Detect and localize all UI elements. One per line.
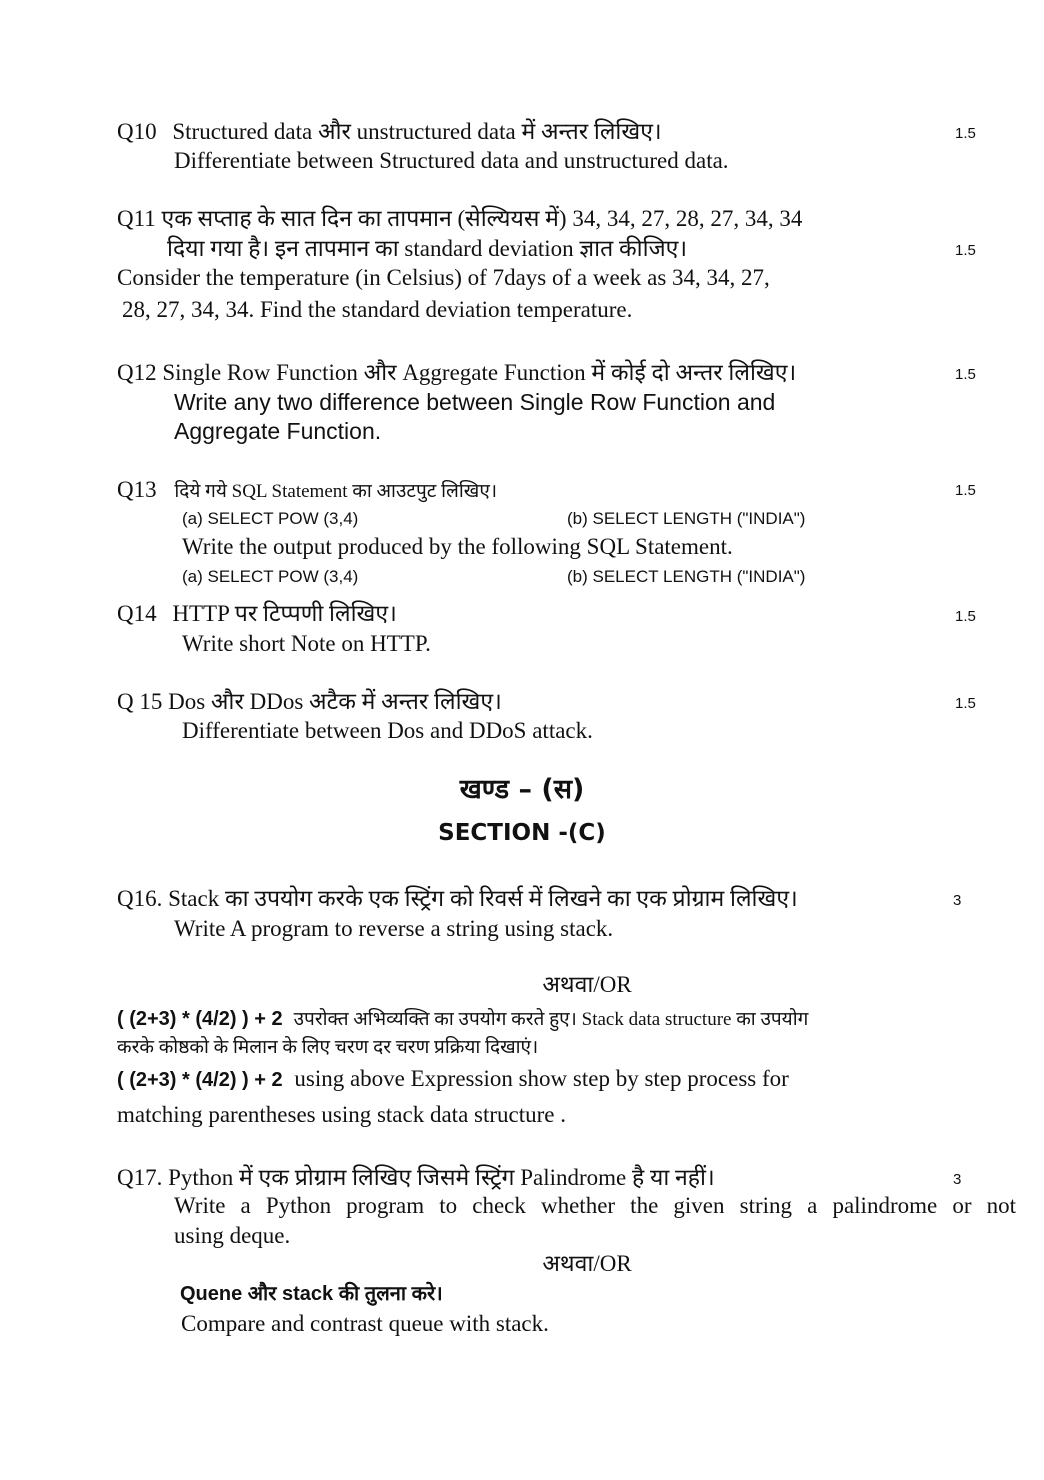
question-text-hindi: दिये गये SQL Statement का आउटपुट लिखिए। [174, 481, 498, 502]
expression: ( (2+3) * (4/2) ) + 2 [117, 1069, 283, 1091]
sql-part-b-en: (b) SELECT LENGTH ("INDIA") [567, 567, 806, 586]
alt-question-text-english: using above Expression show step by step process for [294, 1066, 789, 1091]
question-text-hindi: Stack का उपयोग करके एक स्ट्रिंग को रिवर्स में लिखने का एक प्रोग्राम लिखिए। [168, 886, 798, 911]
question-text-english: Write the output produced by the following SQL Statement. [182, 534, 733, 559]
question-text-hindi: HTTP पर टिप्पणी लिखिए। [172, 601, 397, 626]
question-number: Q17. [117, 1165, 163, 1190]
alt-question-text-hindi-cont: करके कोष्ठको के मिलान के लिए चरण दर चरण प्रक्रिया दिखाएं। [117, 1037, 539, 1058]
alt-question-text-hindi: Quene और stack की तुलना करे। [180, 1283, 443, 1305]
question-number: Q11 [117, 206, 156, 231]
question-text-english: Consider the temperature (in Celsius) of 7days of a week as 34, 34, 27, [117, 265, 770, 290]
section-heading-hindi: खण्ड – (स) [459, 774, 585, 805]
question-text-hindi: Structured data और unstructured data में अन्तर लिखिए। [172, 119, 662, 144]
alt-question-text-english: Compare and contrast queue with stack. [181, 1311, 549, 1336]
sql-part-b: (b) SELECT LENGTH ("INDIA") [567, 509, 806, 528]
sql-part-a-en: (a) SELECT POW (3,4) [182, 567, 359, 586]
question-text-hindi: Single Row Function और Aggregate Function में कोई दो अन्तर लिखिए। [162, 360, 797, 385]
question-text-english: Write a Python program to check whether the given string a palindrome or not [174, 1193, 1016, 1218]
section-heading-english: SECTION -(C) [438, 820, 606, 846]
question-text-english-cont: using deque. [174, 1223, 291, 1248]
question-marks: 1.5 [955, 366, 976, 383]
question-text-english: Write A program to reverse a string using stack. [174, 916, 614, 941]
or-separator: अथवा/OR [542, 1251, 632, 1276]
expression: ( (2+3) * (4/2) ) + 2 [117, 1008, 283, 1030]
question-marks: 1.5 [955, 242, 976, 259]
question-text-english-cont: Aggregate Function. [174, 418, 382, 444]
question-number: Q 15 [117, 689, 163, 714]
question-text-english: Differentiate between Structured data and unstructured data. [174, 148, 729, 173]
question-text-hindi-cont: दिया गया है। इन तापमान का standard deviation ज्ञात कीजिए। [167, 236, 688, 261]
question-marks: 3 [953, 892, 962, 909]
question-text-hindi: Python में एक प्रोग्राम लिखिए जिसमे स्ट्रिंग Palindrome है या नहीं। [168, 1165, 715, 1190]
question-number: Q12 [117, 360, 157, 385]
question-number: Q10 [117, 119, 157, 144]
question-number: Q13 [117, 477, 157, 502]
question-marks: 1.5 [955, 608, 976, 625]
question-number: Q16. [117, 886, 163, 911]
question-marks: 1.5 [955, 125, 976, 142]
question-text-english: Write short Note on HTTP. [182, 631, 431, 656]
question-text-english: Differentiate between Dos and DDoS attack. [182, 718, 593, 743]
question-marks: 1.5 [955, 695, 976, 712]
question-text-hindi: Dos और DDos अटैक में अन्तर लिखिए। [168, 689, 502, 714]
question-marks: 3 [953, 1171, 962, 1188]
alt-question-text-english-cont: matching parentheses using stack data structure . [117, 1102, 566, 1127]
question-text-english-cont: 28, 27, 34, 34. Find the standard deviation temperature. [122, 297, 633, 322]
question-number: Q14 [117, 601, 157, 626]
or-separator: अथवा/OR [542, 972, 632, 997]
question-marks: 1.5 [955, 482, 976, 499]
alt-question-text-hindi: उपरोक्त अभिव्यक्ति का उपयोग करते हुए। Stack data structure का उपयोग [293, 1009, 809, 1030]
question-text-english: Write any two difference between Single Row Function and [174, 389, 776, 415]
question-text-hindi: एक सप्ताह के सात दिन का तापमान (सेल्यियस में) 34, 34, 27, 28, 27, 34, 34 [161, 206, 803, 231]
sql-part-a: (a) SELECT POW (3,4) [182, 509, 359, 528]
